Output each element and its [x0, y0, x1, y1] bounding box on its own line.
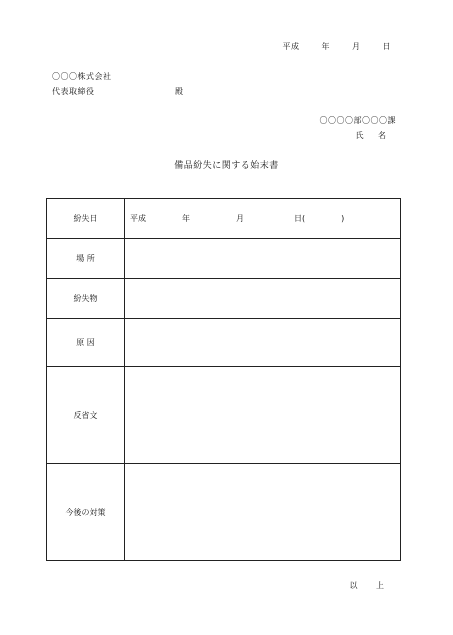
date-era: 平成: [282, 42, 300, 51]
form-label: 場 所: [47, 239, 125, 279]
loss-date-field[interactable]: [125, 199, 401, 239]
date-year-unit: 年: [321, 42, 330, 51]
future-measures-field[interactable]: [125, 464, 401, 561]
form-label: 紛失日: [47, 199, 125, 239]
document-title: 備品紛失に関する始末書: [174, 161, 279, 171]
end-mark: 以 上: [349, 581, 392, 590]
loss-date-close-paren: ): [341, 214, 345, 223]
sender-department: 〇〇〇〇部〇〇〇課: [319, 116, 396, 125]
report-form-table: [46, 198, 401, 561]
form-row-location: [47, 239, 401, 279]
form-row-cause: [47, 319, 401, 367]
cause-field[interactable]: [125, 319, 401, 367]
form-row-reflection: [47, 367, 401, 464]
recipient-title: 代表取締役: [52, 87, 95, 96]
loss-date-era: 平成: [130, 214, 146, 223]
form-label: 紛失物: [47, 279, 125, 319]
date-day-unit: 日: [382, 42, 391, 51]
reflection-field[interactable]: [125, 367, 401, 464]
form-label: 反省文: [47, 367, 125, 464]
form-row-lost-item: [47, 279, 401, 319]
form-label: 今後の対策: [47, 464, 125, 561]
date-month-unit: 月: [352, 42, 361, 51]
loss-date-month-unit: 月: [236, 214, 244, 223]
recipient-honorific: 殿: [175, 87, 183, 96]
sender-name-label: 氏 名: [355, 131, 392, 140]
form-row-loss-date: [47, 199, 401, 239]
location-field[interactable]: [125, 239, 401, 279]
lost-item-field[interactable]: [125, 279, 401, 319]
loss-date-year-unit: 年: [182, 214, 190, 223]
form-row-future-measures: [47, 464, 401, 561]
loss-date-day-unit: 日(: [294, 214, 306, 223]
submission-date: [283, 41, 392, 52]
form-label: 原 因: [47, 319, 125, 367]
recipient-company: 〇〇〇株式会社: [52, 72, 112, 81]
